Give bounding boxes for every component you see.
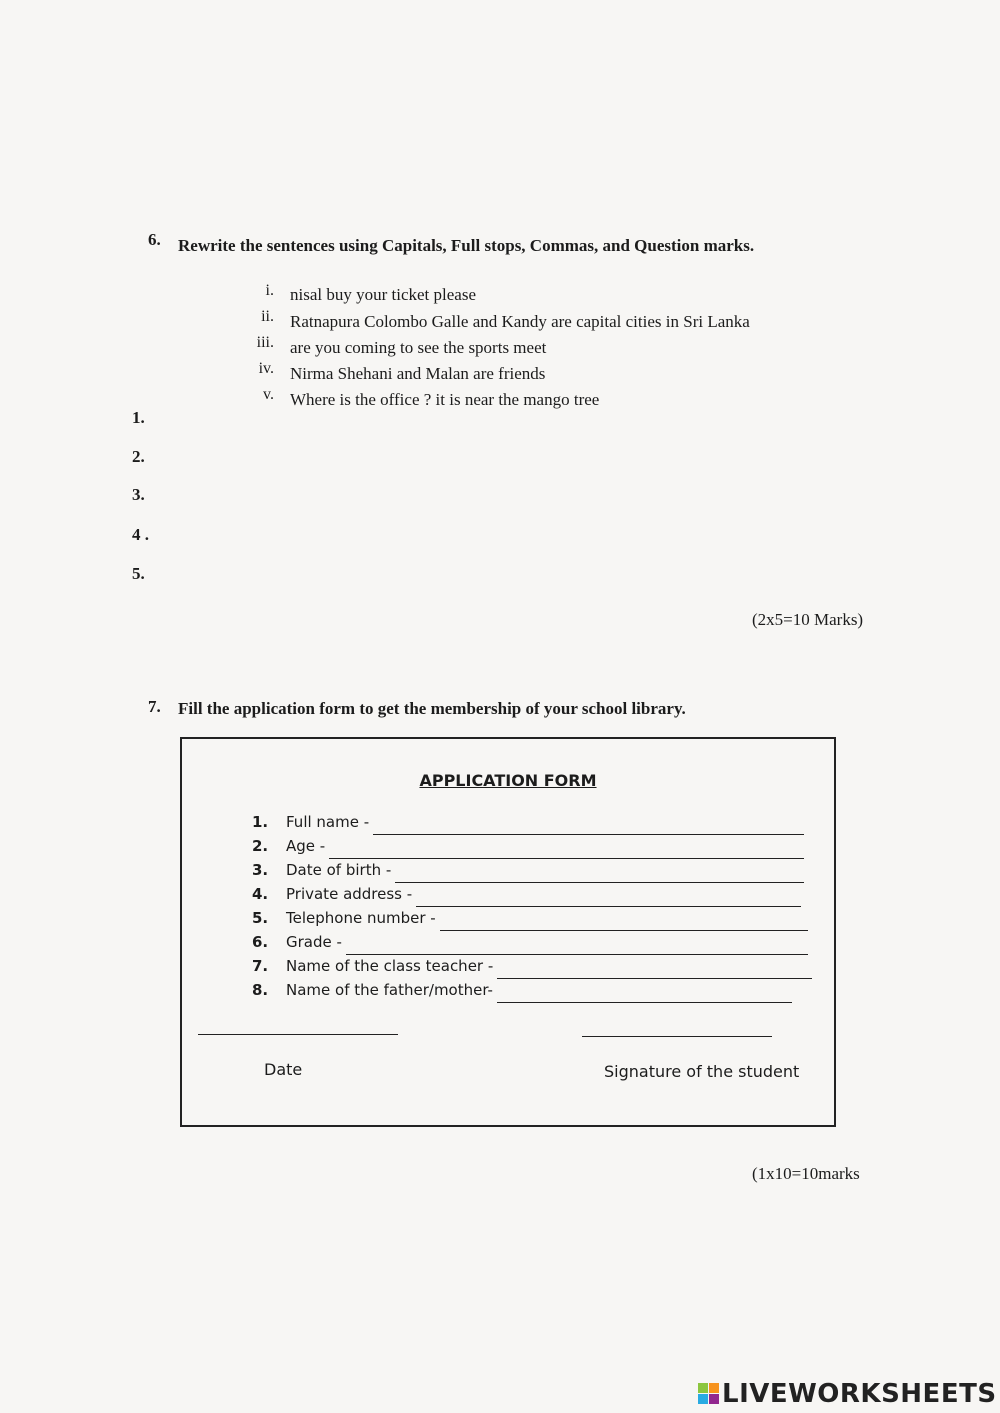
form-field-class-teacher bbox=[252, 953, 812, 975]
sentence-roman: i. bbox=[265, 282, 274, 299]
field-number: 7. bbox=[252, 957, 269, 975]
answer-number: 3. bbox=[132, 485, 145, 504]
answer-number: 2. bbox=[132, 447, 145, 466]
form-field-father-mother bbox=[252, 977, 792, 999]
sentence-text: Where is the office ? it is near the mango tree bbox=[290, 390, 600, 409]
field-number: 3. bbox=[252, 861, 269, 879]
field-label: Name of the class teacher - bbox=[286, 957, 494, 975]
q6-marks: (2x5=10 Marks) bbox=[752, 610, 864, 629]
sentence-text: nisal buy your ticket please bbox=[290, 285, 477, 304]
form-field-full-name bbox=[252, 809, 804, 831]
field-label: Name of the father/mother- bbox=[286, 981, 493, 999]
signature-label: Signature of the student bbox=[604, 1062, 800, 1081]
sentence-text: Nirma Shehani and Malan are friends bbox=[290, 364, 546, 383]
form-field-private-address bbox=[252, 881, 801, 903]
field-number: 1. bbox=[252, 813, 269, 831]
field-label: Private address - bbox=[286, 885, 413, 903]
sentence-text: Ratnapura Colombo Galle and Kandy are capital cities in Sri Lanka bbox=[290, 312, 750, 331]
answer-number: 1. bbox=[132, 408, 145, 427]
signature-line[interactable] bbox=[582, 1036, 772, 1037]
form-field-date-of-birth bbox=[252, 857, 804, 879]
sentence-roman: ii. bbox=[261, 308, 274, 325]
sentence-roman: v. bbox=[263, 386, 274, 403]
form-title: APPLICATION FORM bbox=[419, 771, 597, 790]
field-label: Date of birth - bbox=[286, 861, 392, 879]
fill-line[interactable] bbox=[497, 1002, 792, 1003]
q6-instruction: Rewrite the sentences using Capitals, Full stops, Commas, and Question marks. bbox=[178, 236, 755, 255]
field-label: Grade - bbox=[286, 933, 342, 951]
sentence-roman: iii. bbox=[256, 334, 274, 351]
application-form bbox=[180, 737, 836, 1127]
q7-marks: (1x10=10marks bbox=[752, 1164, 860, 1183]
sentence-roman: iv. bbox=[258, 360, 274, 377]
form-field-telephone bbox=[252, 905, 808, 927]
q6-number: 6. bbox=[148, 230, 161, 249]
field-number: 8. bbox=[252, 981, 269, 999]
field-number: 6. bbox=[252, 933, 269, 951]
brand-name: LIVEWORKSHEETS bbox=[722, 1379, 997, 1409]
field-number: 2. bbox=[252, 837, 269, 855]
q7-instruction: Fill the application form to get the membership of your school library. bbox=[178, 699, 686, 718]
field-label: Age - bbox=[286, 837, 326, 855]
field-number: 4. bbox=[252, 885, 269, 903]
liveworksheets-icon bbox=[698, 1383, 720, 1405]
field-label: Telephone number - bbox=[286, 909, 436, 927]
answer-number: 4 . bbox=[132, 525, 149, 544]
liveworksheets-logo bbox=[698, 1378, 997, 1410]
date-line[interactable] bbox=[198, 1034, 398, 1035]
date-label: Date bbox=[264, 1060, 303, 1079]
sentence-text: are you coming to see the sports meet bbox=[290, 338, 547, 357]
form-field-age bbox=[252, 833, 804, 855]
q7-number: 7. bbox=[148, 697, 161, 716]
form-field-grade bbox=[252, 929, 808, 951]
answer-number: 5. bbox=[132, 564, 145, 583]
field-label: Full name - bbox=[286, 813, 370, 831]
field-number: 5. bbox=[252, 909, 269, 927]
